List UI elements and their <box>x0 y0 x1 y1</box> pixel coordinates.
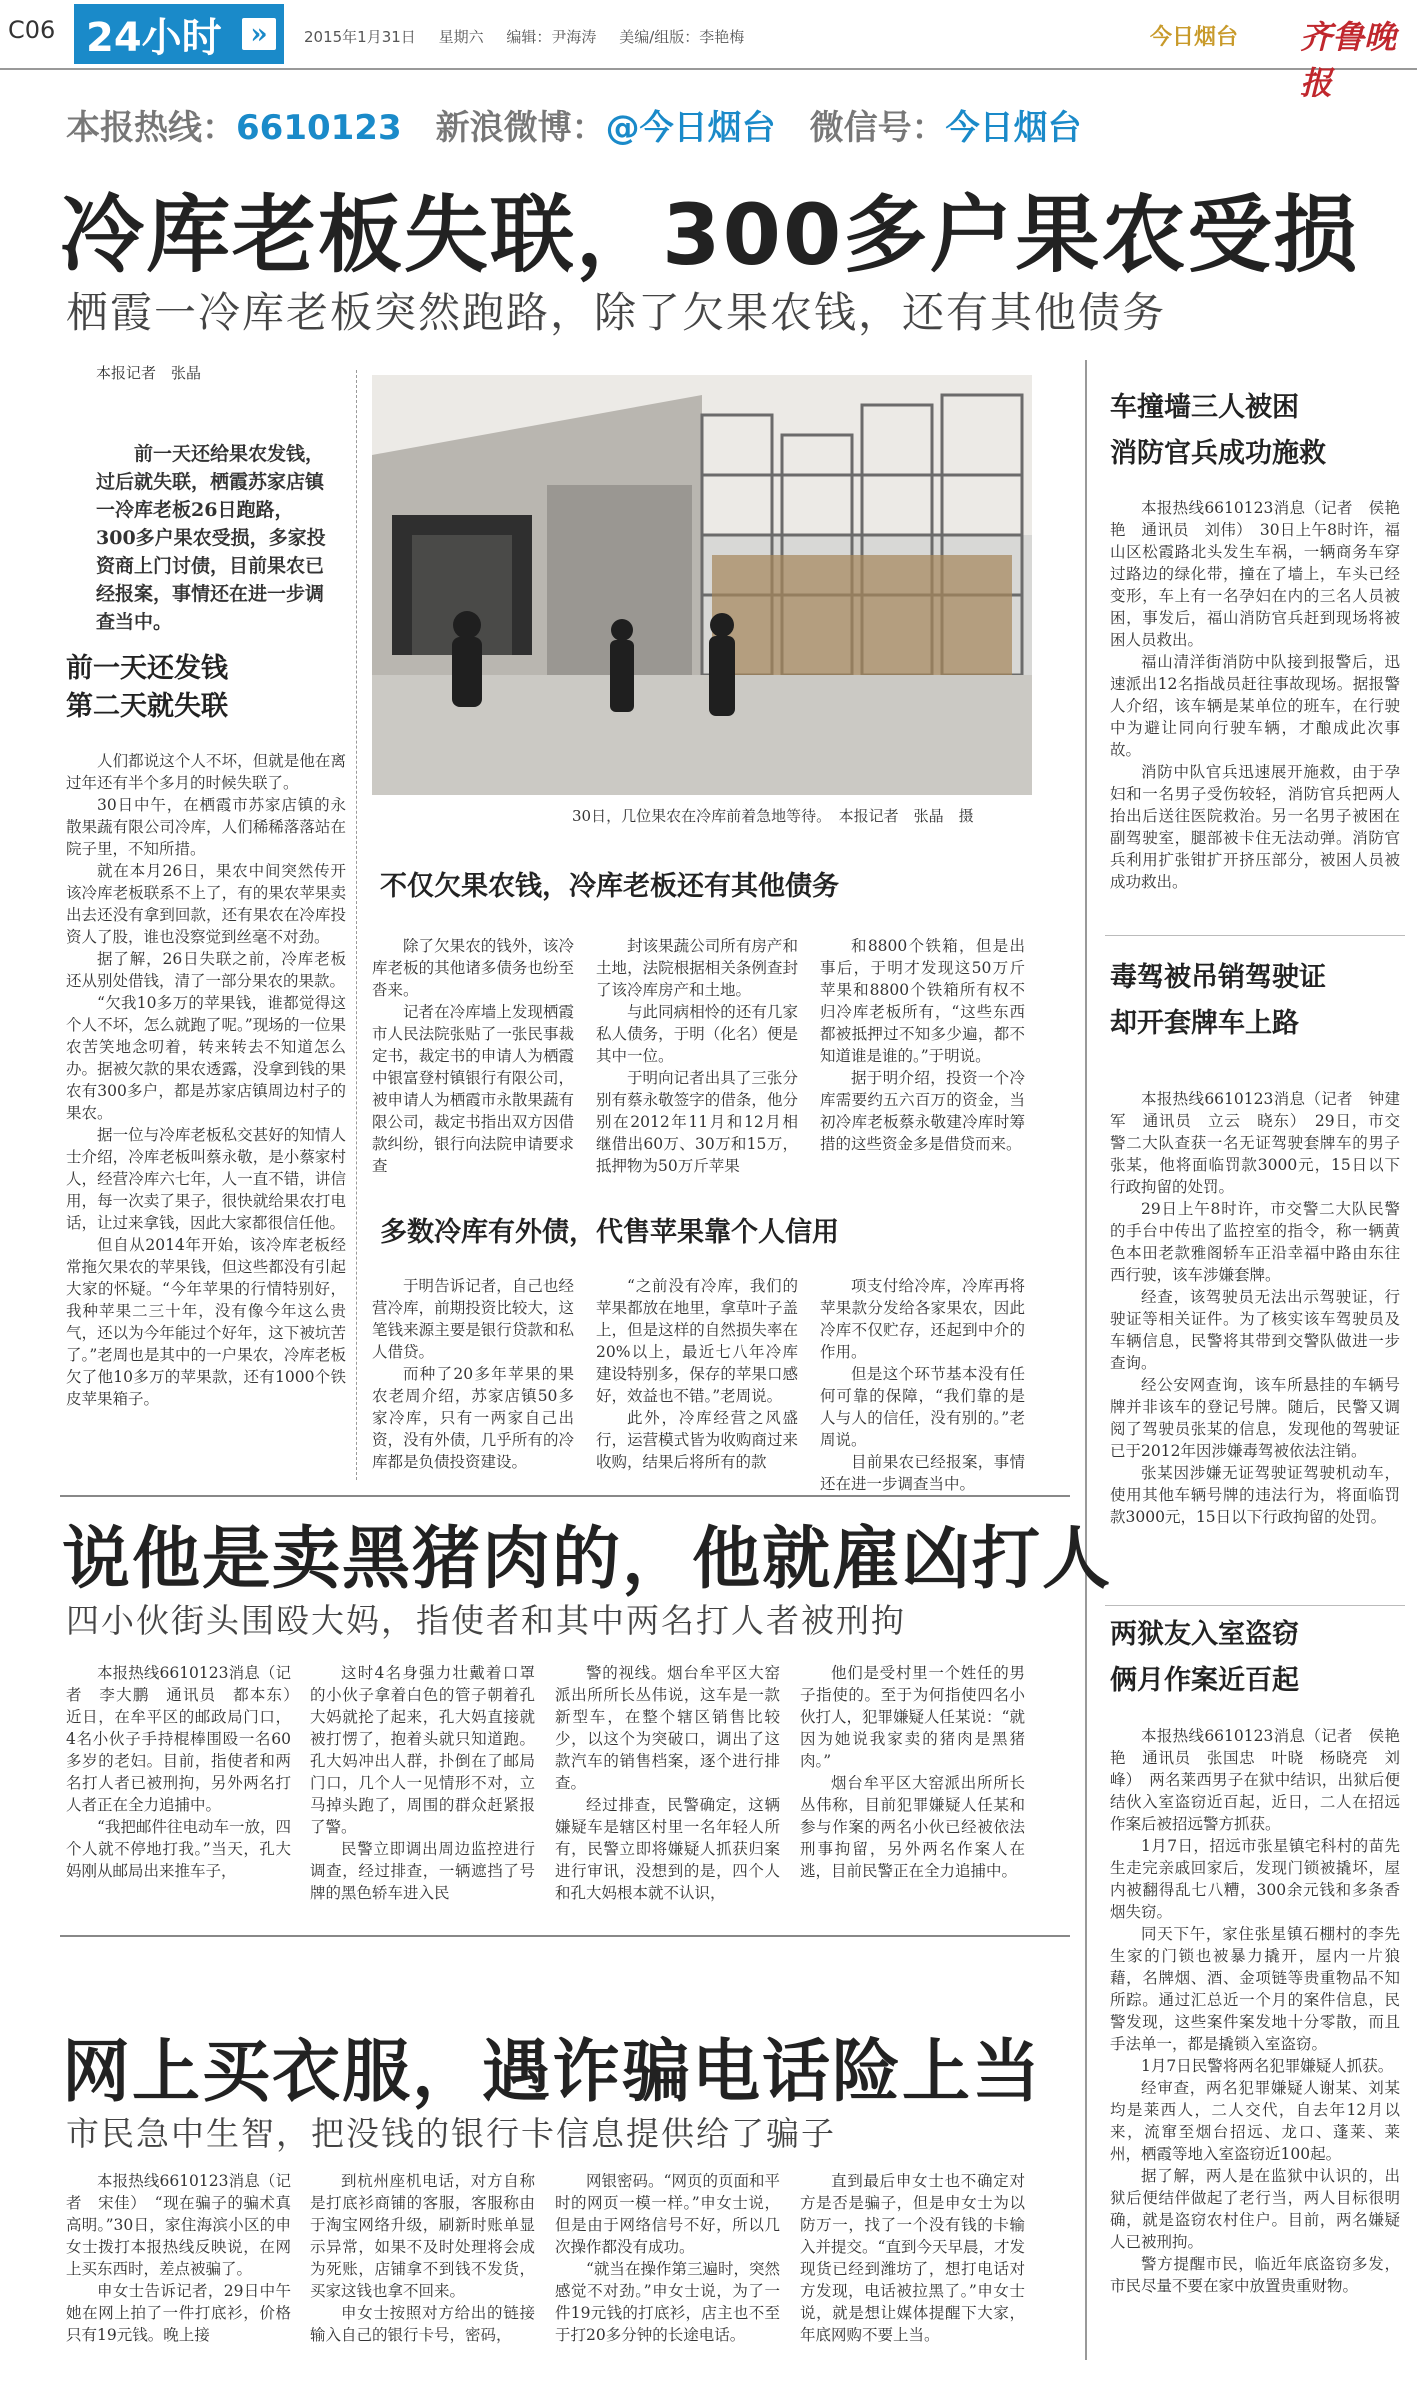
paragraph: “之前没有冷库，我们的苹果都放在地里，拿草叶子盖上，但是这样的自然损失率在20%以上，最近七八年冷库建设特别多，保存的苹果口感好，效益也不错。”老周说。 <box>596 1277 798 1405</box>
wechat-label: 微信号： <box>809 108 946 148</box>
paragraph: 经公安网查询，该车所悬挂的车辆号牌并非该车的登记号牌。随后，民警又调阅了驾驶员张某的信息，发现他的驾驶证已于2012年因涉嫌毒驾被依法注销。 <box>1110 1376 1400 1460</box>
paragraph: 但是这个环节基本没有任何可靠的保障，“我们靠的是人与人的信任，没有别的。”老周说。 <box>820 1365 1025 1449</box>
paragraph: 29日上午8时许，市交警二大队民警的手台中传出了监控室的指令，称一辆黄色本田老款雅阁轿车正沿幸福中路由东往西行驶，该车涉嫌套牌。 <box>1110 1200 1400 1284</box>
edition-tag: 今日烟台 <box>1150 25 1239 50</box>
story1-section1-head <box>66 650 336 726</box>
paragraph: 就在本月26日，果农中间突然传开该冷库老板联系不上了，有的果农苹果卖出去还没有拿到回款，还有果农在冷库投资人了股，谁也没察觉到丝毫不对劲。 <box>66 862 346 946</box>
page-code: C06 <box>8 16 56 44</box>
paragraph: 此外，冷库经营之风盛行，运营模式皆为收购商过来收购，结果后将所有的款 <box>596 1409 798 1471</box>
sidebar1-text <box>1110 497 1400 917</box>
sidebar1-head-line2: 消防官兵成功施救 <box>1110 438 1326 469</box>
paragraph: 经审查，两名犯罪嫌疑人谢某、刘某均是莱西人，二人交代，自去年12月以来，流窜至烟台招远、龙口、蓬莱、莱州，栖霞等地入室盗窃近100起。 <box>1110 2079 1400 2163</box>
paragraph: 警方提醒市民，临近年底盗窃多发，市民尽量不要在家中放置贵重财物。 <box>1110 2255 1400 2295</box>
wechat-id: 今日烟台 <box>945 108 1082 148</box>
paragraph: 烟台牟平区大窑派出所所长丛伟称，目前犯罪嫌疑人任某和参与作案的两名小伙已经被依法刑事拘留，另外两名作案人在逃，目前民警正在全力追捕中。 <box>800 1774 1025 1880</box>
paragraph: “欠我10多万的苹果钱，谁都觉得这个人不坏，怎么就跑了呢。”现场的一位果农苦笑地念叨着，转来转去不知道怎么办。据被欠款的果农透露，没拿到钱的果农有300多户，都是苏家店镇周边村子的果农。 <box>66 994 346 1122</box>
photo-caption: 30日，几位果农在冷库前着急地等待。 本报记者 张晶 摄 <box>572 807 974 825</box>
paragraph: 张某因涉嫌无证驾驶证驾驶机动车，使用其他车辆号牌的违法行为，将面临罚款3000元，15日以下行政拘留的处罚。 <box>1110 1464 1400 1526</box>
paragraph: 人们都说这个人不坏，但就是他在离过年还有半个多月的时候失联了。 <box>66 752 346 792</box>
story1-section2-col1 <box>372 935 574 1205</box>
story3-col1 <box>66 2170 291 2370</box>
story1-section3-head: 多数冷库有外债，代售苹果靠个人信用 <box>380 1217 839 1248</box>
hotline-label: 本报热线： <box>66 108 236 148</box>
sidebar2-head <box>1110 955 1400 1047</box>
story3-headline: 网上买衣服，遇诈骗电话险上当 <box>62 2033 1043 2112</box>
sidebar3-head-line2: 俩月作案近百起 <box>1110 1665 1299 1696</box>
issue-weekday: 星期六 <box>438 28 484 46</box>
double-chevron-right-icon: » <box>242 18 276 50</box>
paragraph: 除了欠果农的钱外，该冷库老板的其他诸多债务也纷至沓来。 <box>372 937 574 999</box>
story2-col3 <box>555 1662 780 1917</box>
contact-row <box>66 100 1082 149</box>
story3-col2 <box>310 2170 535 2370</box>
story2-col4 <box>800 1662 1025 1917</box>
section-name: 24小时 <box>86 14 222 61</box>
sidebar-separator <box>1105 1605 1405 1606</box>
sidebar2-text <box>1110 1088 1400 1603</box>
paragraph: “我把邮件往电动车一放，四个人就不停地打我。”当天，孔大妈刚从邮局出来推车子， <box>66 1818 291 1880</box>
issue-meta <box>304 26 762 47</box>
paragraph: 1月7日民警将两名犯罪嫌疑人抓获。 <box>1141 2057 1394 2075</box>
paragraph: 封该果蔬公司所有房产和土地，法院根据相关条例查封了该冷库房产和土地。 <box>596 937 798 999</box>
paragraph: 于明告诉记者，自己也经营冷库，前期投资比较大，这笔钱来源主要是银行贷款和私人借贷。 <box>372 1277 574 1361</box>
paragraph: 据一位与冷库老板私交甚好的知情人士介绍，冷库老板叫蔡永敬，是小蔡家村人，经营冷库六七年，人一直不错，讲信用，每一次卖了果子，很快就给果农打电话，让过来拿钱，因此大家都很信任他。 <box>66 1126 346 1232</box>
paragraph: 他们是受村里一个姓任的男子指使的。至于为何指使四名小伙打人，犯罪嫌疑人任某说：“就因为她说我家卖的猪肉是黑猪肉。” <box>800 1664 1025 1770</box>
paragraph: 1月7日，招远市张星镇宅科村的苗先生走完亲戚回家后，发现门锁被撬坏，屋内被翻得乱七八糟，300余元钱和多条香烟失窃。 <box>1110 1837 1400 1921</box>
story1-column1 <box>66 750 346 1540</box>
issue-designer: 美编/组版：李艳梅 <box>619 28 745 46</box>
story2-col1 <box>66 1662 307 1917</box>
paragraph: 记者在冷库墙上发现栖霞市人民法院张贴了一张民事裁定书，裁定书的申请人为栖霞中银富登村镇银行有限公司，被申请人为栖霞市永散果蔬有限公司，裁定书指出双方因借款纠纷，银行向法院申请要求查 <box>372 1003 574 1175</box>
paragraph: 与此同病相怜的还有几家私人债务，于明（化名）便是其中一位。 <box>596 1003 798 1065</box>
story1-headline: 冷库老板失联，300多户果农受损 <box>60 186 1360 284</box>
story2-col2 <box>310 1662 535 1917</box>
story1-section1-head-line2: 第二天就失联 <box>66 691 228 722</box>
sidebar-separator <box>1105 935 1405 936</box>
story2-headline: 说他是卖黑猪肉的，他就雇凶打人 <box>62 1520 1113 1599</box>
paragraph: 据了解，26日失联之前，冷库老板还从别处借钱，清了一部分果农的果款。 <box>66 950 346 990</box>
cold-storage-photo <box>372 375 1032 795</box>
sidebar1-head <box>1110 385 1400 477</box>
paragraph: 据了解，两人是在监狱中认识的，出狱后便结伴做起了老行当，两人目标很明确，就是盗窃农村住户。目前，两名嫌疑人已被刑拘。 <box>1110 2167 1400 2251</box>
story1-byline: 本报记者 张晶 <box>96 364 202 382</box>
paragraph: 本报热线6610123消息（记者 宋佳） “现在骗子的骗术真高明。”30日，家住海滨小区的申女士拨打本报热线反映说，在网上买东西时，差点被骗了。 <box>66 2172 291 2278</box>
paragraph: 据于明介绍，投资一个冷库需要约五六百万的资金，当初冷库老板蔡永敬建冷库时筹措的这些资金多是借贷而来。 <box>820 1069 1025 1153</box>
story3-col4: 直到最后申女士也不确定对方是否是骗子，但是申女士为以防万一，找了一个没有钱的卡输入并提交。“直到今天早晨，才发现货已经到潍坊了，想打电话对方发现，电话被拉黑了。”申女士说，就是想让媒体提醒下大家，年底网购不要上当。 <box>800 2172 1025 2344</box>
paragraph: 经查，该驾驶员无法出示驾驶证，行驶证等相关证件。为了核实该车驾驶员及车辆信息，民警将其带到交警队做进一步查询。 <box>1110 1288 1400 1372</box>
story1-section3-col3 <box>820 1275 1025 1493</box>
story1-section1-head-line1: 前一天还发钱 <box>66 653 228 684</box>
paragraph: 网银密码。“网页的页面和平时的网页一模一样。”申女士说，但是由于网络信号不好，所以几次操作都没有成功。 <box>555 2172 780 2256</box>
sidebar3-text <box>1110 1725 1400 2370</box>
story1-section2-head: 不仅欠果农钱，冷库老板还有其他债务 <box>380 871 839 902</box>
weibo-handle: @今日烟台 <box>605 108 776 148</box>
story1-subheadline: 栖霞一冷库老板突然跑路，除了欠果农钱，还有其他债务 <box>66 288 1167 337</box>
story1-lead: 前一天还给果农发钱，过后就失联，栖霞苏家店镇一冷库老板26日跑路，300多户果农受损，多家投资商上门讨债，目前果农已经报案，事情还在进一步调查当中。 <box>96 443 326 633</box>
column-divider <box>356 370 357 1480</box>
paragraph: 本报热线6610123消息（记者 钟建军 通讯员 立云 晓东） 29日，市交警二大队查获一名无证驾驶套牌车的男子张某，他将面临罚款3000元，15日以下行政拘留的处罚。 <box>1110 1090 1400 1196</box>
weibo-label: 新浪微博： <box>435 108 606 148</box>
paragraph: 30日中午，在栖霞市苏家店镇的永散果蔬有限公司冷库，人们稀稀落落站在院子里，不知所措。 <box>66 796 346 858</box>
paragraph: 项支付给冷库，冷库再将苹果款分发给各家果农，因此冷库不仅贮存，还起到中介的作用。 <box>820 1277 1025 1361</box>
issue-date: 2015年1月31日 <box>304 28 416 46</box>
sidebar2-head-line2: 却开套牌车上路 <box>1110 1008 1299 1039</box>
sidebar3-head-line1: 两狱友入室盗窃 <box>1110 1619 1299 1650</box>
story2-subheadline: 四小伙街头围殴大妈，指使者和其中两名打人者被刑拘 <box>66 1601 906 1640</box>
paragraph: 申女士按照对方给出的链接输入自己的银行卡号，密码， <box>310 2304 535 2344</box>
story3-subheadline: 市民急中生智，把没钱的银行卡信息提供给了骗子 <box>66 2114 836 2153</box>
issue-editor: 编辑：尹海涛 <box>506 28 597 46</box>
paragraph: 经过排查，民警确定，这辆嫌疑车是辖区村里一名年轻人所有，民警立即将嫌疑人抓获归案进行审讯，没想到的是，四个人和孔大妈根本就不认识， <box>555 1796 780 1902</box>
paragraph: 警的视线。烟台牟平区大窑派出所所长丛伟说，这车是一款新型车，在整个辖区销售比较少，以这个为突破口，调出了这款汽车的销售档案，逐个进行排查。 <box>555 1664 780 1792</box>
story-separator <box>60 1495 1070 1497</box>
story1-section3-col2 <box>596 1275 798 1485</box>
paragraph: 这时4名身强力壮戴着口罩的小伙子拿着白色的管子朝着孔大妈就抡了起来，孔大妈直接就被打愣了，抱着头就只知道跑。孔大妈冲出人群，扑倒在了邮局门口，几个人一见情形不对，立马掉头跑了，周围的群众赶紧报了警。 <box>310 1664 535 1836</box>
hotline-number: 6610123 <box>236 108 402 148</box>
paragraph: 本报热线6610123消息（记者 侯艳艳 通讯员 刘伟） 30日上午8时许，福山区松霞路北头发生车祸，一辆商务车穿过路边的绿化带，撞在了墙上，车头已经变形，车上有一名孕妇在内的三名人员被困，事发后，福山消防官兵赶到现场将被困人员救出。 <box>1110 499 1400 649</box>
paragraph: 本报热线6610123消息（记者 侯艳艳 通讯员 张国忠 叶晓 杨晓亮 刘峰） 两名莱西男子在狱中结识，出狱后便结伙入室盗窃近百起，近日，二人在招远作案后被招远警方抓获。 <box>1110 1727 1400 1833</box>
section-banner <box>74 4 284 64</box>
paragraph: 而种了20多年苹果的果农老周介绍，苏家店镇50多家冷库，只有一两家自己出资，没有外债，几乎所有的冷库都是负债投资建设。 <box>372 1365 574 1471</box>
story-separator <box>60 1935 1070 1937</box>
paragraph: 民警立即调出周边监控进行调查，经过排查，一辆遮挡了号牌的黑色轿车进入民 <box>310 1840 535 1902</box>
paragraph: 福山清洋街消防中队接到报警后，迅速派出12名指战员赶往事故现场。据报警人介绍，该车辆是某单位的班车，在行驶中为避让同向行驶车辆，才酿成此次事故。 <box>1110 653 1400 759</box>
story1-section2-col2 <box>596 935 798 1205</box>
story1-section3-col1 <box>372 1275 574 1485</box>
paragraph: 到杭州座机电话，对方自称是打底衫商铺的客服，客服称由于淘宝网络升级，刷新时账单显示异常，如果不及时处理将会成为死账，店铺拿不到钱不发货，买家这钱也拿不回来。 <box>310 2172 535 2300</box>
paragraph: 申女士告诉记者，29日中午她在网上拍了一件打底衫，价格只有19元钱。晚上接 <box>66 2282 291 2344</box>
paragraph: 但自从2014年开始，该冷库老板经常拖欠果农的苹果钱，但这些都没有引起大家的怀疑。“今年苹果的行情特别好，我种苹果二三十年，没有像今年这么贵气，还以为今年能过个好年，这下被坑苦了。”老周也是其中的一户果农，冷库老板欠了他10多万的苹果款，还有1000个铁皮苹果箱子。 <box>66 1236 346 1408</box>
paragraph: 于明向记者出具了三张分别有蔡永敬签字的借条，他分别在2012年11月和12月相继借出60万、30万和15万，抵押物为50万斤苹果 <box>596 1069 798 1175</box>
paragraph: 和8800个铁箱，但是出事后，于明才发现这50万斤苹果和8800个铁箱所有权不归冷库老板所有，“这些东西都被抵押过不知多少遍，都不知道谁是谁的。”于明说。 <box>820 937 1025 1065</box>
paper-logo: 齐鲁晚报 <box>1300 18 1397 102</box>
sidebar3-head <box>1110 1612 1400 1704</box>
story3-col3 <box>555 2170 780 2370</box>
story1-section2-col3 <box>820 935 1025 1205</box>
paragraph: 本报热线6610123消息（记者 李大鹏 通讯员 都本东） 近日，在牟平区的邮政局门口，4名小伙子手持棍棒围殴一名60多岁的老妇。目前，指使者和两名打人者已被刑拘，另外两名打人者正在全力追捕中。 <box>66 1664 307 1814</box>
paragraph: 目前果农已经报案，事情还在进一步调查当中。 <box>820 1453 1025 1493</box>
sidebar2-head-line1: 毒驾被吊销驾驶证 <box>1110 962 1326 993</box>
sidebar1-head-line1: 车撞墙三人被困 <box>1110 392 1299 423</box>
paragraph: 同天下午，家住张星镇石棚村的李先生家的门锁也被暴力撬开，屋内一片狼藉，名牌烟、酒、金项链等贵重物品不知所踪。通过汇总近一个月的案件信息，民警发现，这些案件案发地十分零散，而且手法单一，都是撬锁入室盗窃。 <box>1110 1925 1400 2053</box>
paragraph: 消防中队官兵迅速展开施救，由于孕妇和一名男子受伤较轻，消防官兵把两人抬出后送往医院救治。另一名男子被困在副驾驶室，腿部被卡住无法动弹。消防官兵利用扩张钳扩开挤压部分，被困人员被成功救出。 <box>1110 763 1400 891</box>
sidebar-divider <box>1085 360 1087 2360</box>
paragraph: “就当在操作第三遍时，突然感觉不对劲。”申女士说，为了一件19元钱的打底衫，店主也不至于打20多分钟的长途电话。 <box>555 2260 780 2344</box>
